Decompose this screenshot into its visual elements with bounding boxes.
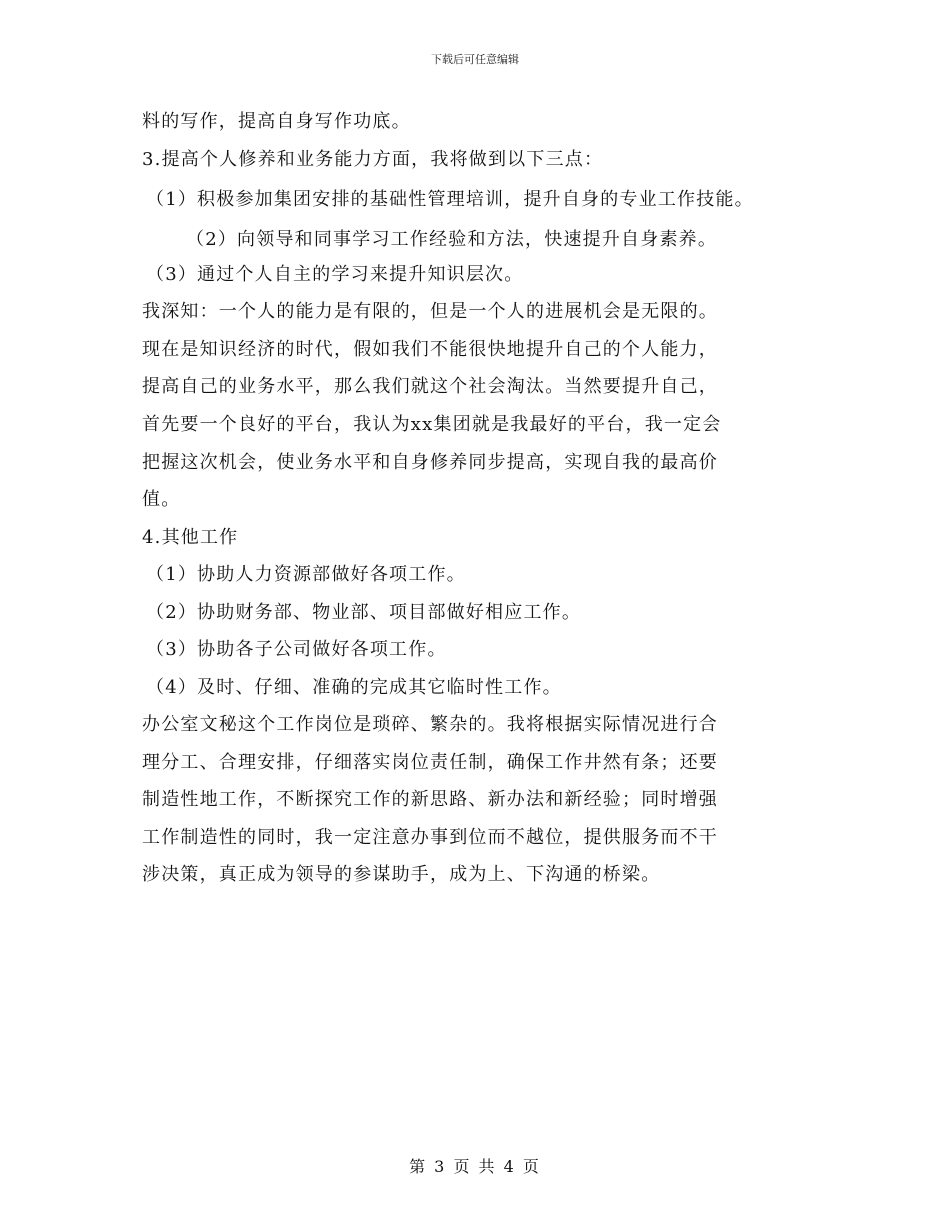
body-line: 把握这次机会，使业务水平和自身修养同步提高，实现自我的最高价 — [142, 452, 718, 473]
body-line: 值。 — [142, 489, 181, 510]
page-number-footer: 第 3 页 共 4 页 — [409, 1157, 541, 1176]
body-line: （4）及时、仔细、准确的完成其它临时性工作。 — [146, 677, 562, 698]
body-line: （2）协助财务部、物业部、项目部做好相应工作。 — [146, 602, 582, 623]
body-line: 理分工、合理安排，仔细落实岗位责任制，确保工作井然有条；还要 — [142, 752, 718, 773]
body-line: （2）向领导和同事学习工作经验和方法，快速提升自身素养。 — [186, 229, 718, 250]
body-line: 3.提高个人修养和业务能力方面，我将做到以下三点： — [142, 149, 604, 170]
body-line: （1）协助人力资源部做好各项工作。 — [146, 564, 466, 585]
body-line: 我深知：一个人的能力是有限的，但是一个人的进展机会是无限的。 — [142, 301, 718, 322]
body-line: （3）协助各子公司做好各项工作。 — [146, 639, 447, 660]
body-line: （1）积极参加集团安排的基础性管理培训，提升自身的专业工作技能。 — [146, 189, 754, 210]
body-line: （3）通过个人自主的学习来提升知识层次。 — [146, 264, 524, 285]
body-line: 现在是知识经济的时代，假如我们不能很快地提升自己的个人能力， — [142, 339, 718, 360]
page-header-note: 下载后可任意编辑 — [431, 53, 519, 66]
body-line: 办公室文秘这个工作岗位是琐碎、繁杂的。我将根据实际情况进行合 — [142, 714, 718, 735]
body-line: 制造性地工作，不断探究工作的新思路、新办法和新经验；同时增强 — [142, 789, 718, 810]
body-line: 4.其他工作 — [142, 527, 239, 548]
body-line: 工作制造性的同时，我一定注意办事到位而不越位，提供服务而不干 — [142, 827, 718, 848]
body-line: 料的写作，提高自身写作功底。 — [142, 111, 411, 132]
body-line: 首先要一个良好的平台，我认为xx集团就是我最好的平台，我一定会 — [142, 414, 722, 435]
body-line: 涉决策，真正成为领导的参谋助手，成为上、下沟通的桥梁。 — [142, 864, 661, 885]
body-line: 提高自己的业务水平，那么我们就这个社会淘汰。当然要提升自己， — [142, 376, 718, 397]
